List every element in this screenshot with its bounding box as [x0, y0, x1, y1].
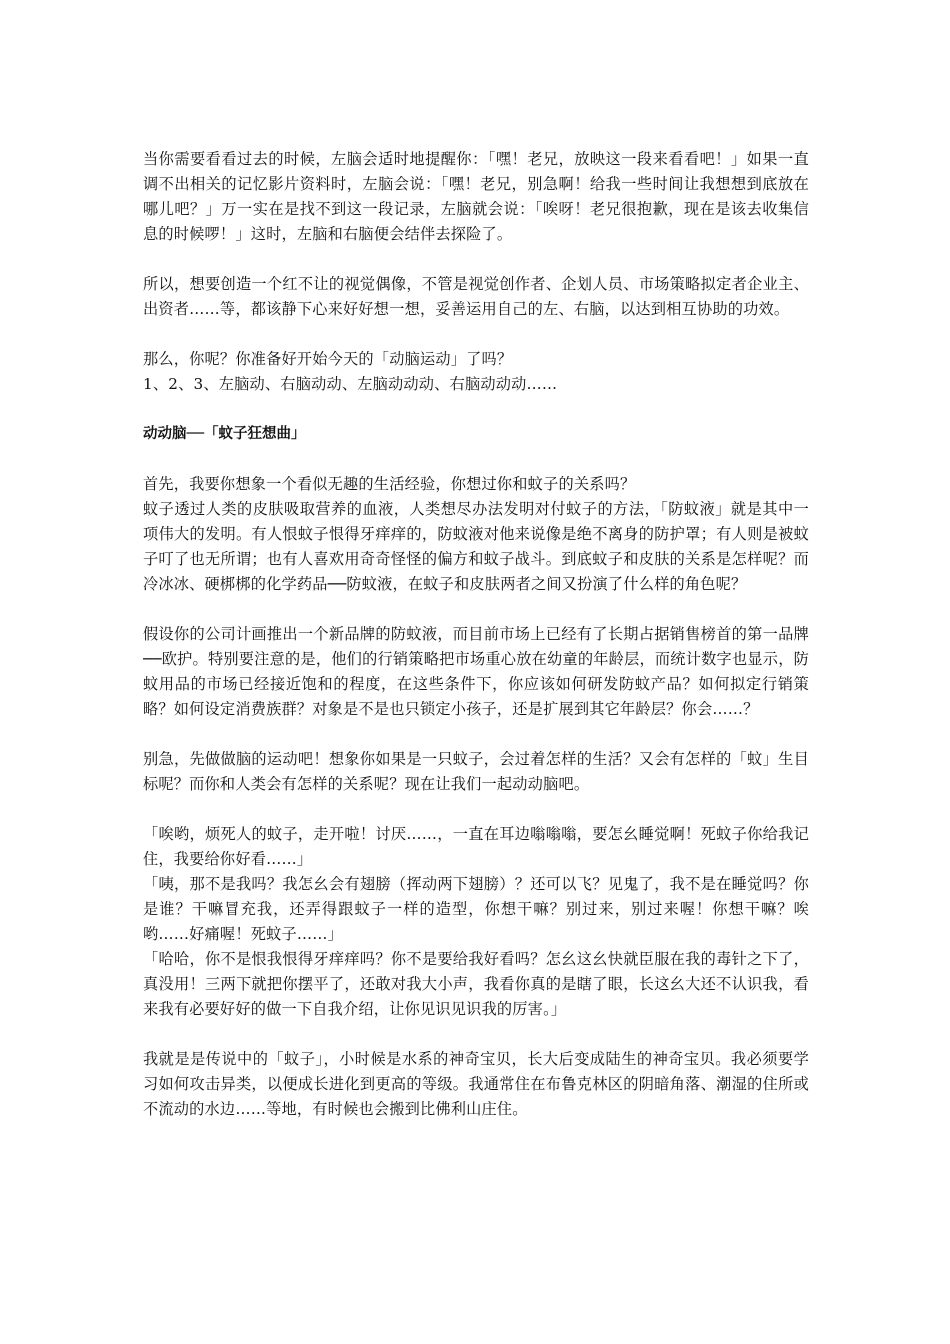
paragraph-company: 假设你的公司计画推出一个新品牌的防蚊液，而目前市场上已经有了长期占据销售榜首的第一品牌──欧护。特别要注意的是，他们的行销策略把市场重心放在幼童的年龄层，而统计数字也显示，防蚊用品的市场已经接近饱和的程度，在这些条件下，你应该如何研发防蚊产品？如何拟定行销策略？如何设定消费族群？对象是不是也只锁定小孩子，还是扩展到其它年龄层？你会……？ — [143, 625, 809, 718]
paragraph-brain-exercise-intro — [143, 347, 809, 397]
dialogue-line: 「唉哟，烦死人的蚊子，走开啦！讨厌……，一直在耳边嗡嗡嗡，要怎幺睡觉啊！死蚊子你给我记住，我要给你好看……」 — [143, 825, 809, 868]
paragraph-left-brain: 当你需要看看过去的时候，左脑会适时地提醒你：「嘿！老兄，放映这一段来看看吧！」如果一直调不出相关的记忆影片资料时，左脑会说：「嘿！老兄，别急啊！给我一些时间让我想想到底放在哪儿吧？」万一实在是找不到这一段记录，左脑就会说：「唉呀！老兄很抱歉，现在是该去收集信息的时候啰！」这时，左脑和右脑便会结伴去探险了。 — [143, 150, 809, 243]
paragraph-self-intro: 我就是是传说中的「蚊子」，小时候是水系的神奇宝贝，长大后变成陆生的神奇宝贝。我必须要学习如何攻击异类，以便成长进化到更高的等级。我通常住在布鲁克林区的阴暗角落、潮湿的住所或不流动的水边……等地，有时候也会搬到比佛利山庄住。 — [143, 1050, 809, 1118]
countdown-line: 1、2、3、左脑动、右脑动动、左脑动动动、右脑动动动…… — [143, 375, 558, 393]
dialogue-line: 「咦，那不是我吗？我怎幺会有翅膀（挥动两下翅膀）？还可以飞？见鬼了，我不是在睡觉吗？你是谁？干嘛冒充我，还弄得跟蚊子一样的造型，你想干嘛？别过来，别过来喔！你想干嘛？唉哟……好痛喔！死蚊子……」 — [143, 875, 809, 943]
section-heading: 动动脑──「蚊子狂想曲」 — [143, 426, 306, 442]
paragraph-exercise: 别急，先做做脑的运动吧！想象你如果是一只蚊子，会过着怎样的生活？又会有怎样的「蚊」生目标呢？而你和人类会有怎样的关系呢？现在让我们一起动动脑吧。 — [143, 750, 809, 793]
question-line: 那么，你呢？你准备好开始今天的「动脑运动」了吗？ — [143, 350, 513, 368]
dialogue-block — [143, 822, 809, 1022]
document-body — [143, 147, 809, 1122]
dialogue-line: 「哈哈，你不是恨我恨得牙痒痒吗？你不是要给我好看吗？怎幺这幺快就臣服在我的毒针之下了，真没用！三两下就把你摆平了，还敢对我大小声，我看你真的是瞎了眼，长这幺大还不认识我，看来我有必要好好的做一下自我介绍，让你见识见识我的厉害。」 — [143, 950, 809, 1018]
paragraph-visual-idol: 所以，想要创造一个红不让的视觉偶像，不管是视觉创作者、企划人员、市场策略拟定者企业主、出资者……等，都该静下心来好好想一想，妥善运用自己的左、右脑，以达到相互协助的功效。 — [143, 275, 809, 318]
mosquito-text: 蚊子透过人类的皮肤吸取营养的血液，人类想尽办法发明对付蚊子的方法，「防蚊液」就是其中一项伟大的发明。有人恨蚊子恨得牙痒痒的，防蚊液对他来说像是绝不离身的防护罩；有人则是被蚊子叮了也无所谓；也有人喜欢用奇奇怪怪的偏方和蚊子战斗。到底蚊子和皮肤的关系是怎样呢？而冷冰冰、硬梆梆的化学药品──防蚊液，在蚊子和皮肤两者之间又扮演了什么样的角色呢？ — [143, 500, 809, 593]
intro-question: 首先，我要你想象一个看似无趣的生活经验，你想过你和蚊子的关系吗？ — [143, 475, 636, 493]
paragraph-mosquito — [143, 472, 809, 597]
